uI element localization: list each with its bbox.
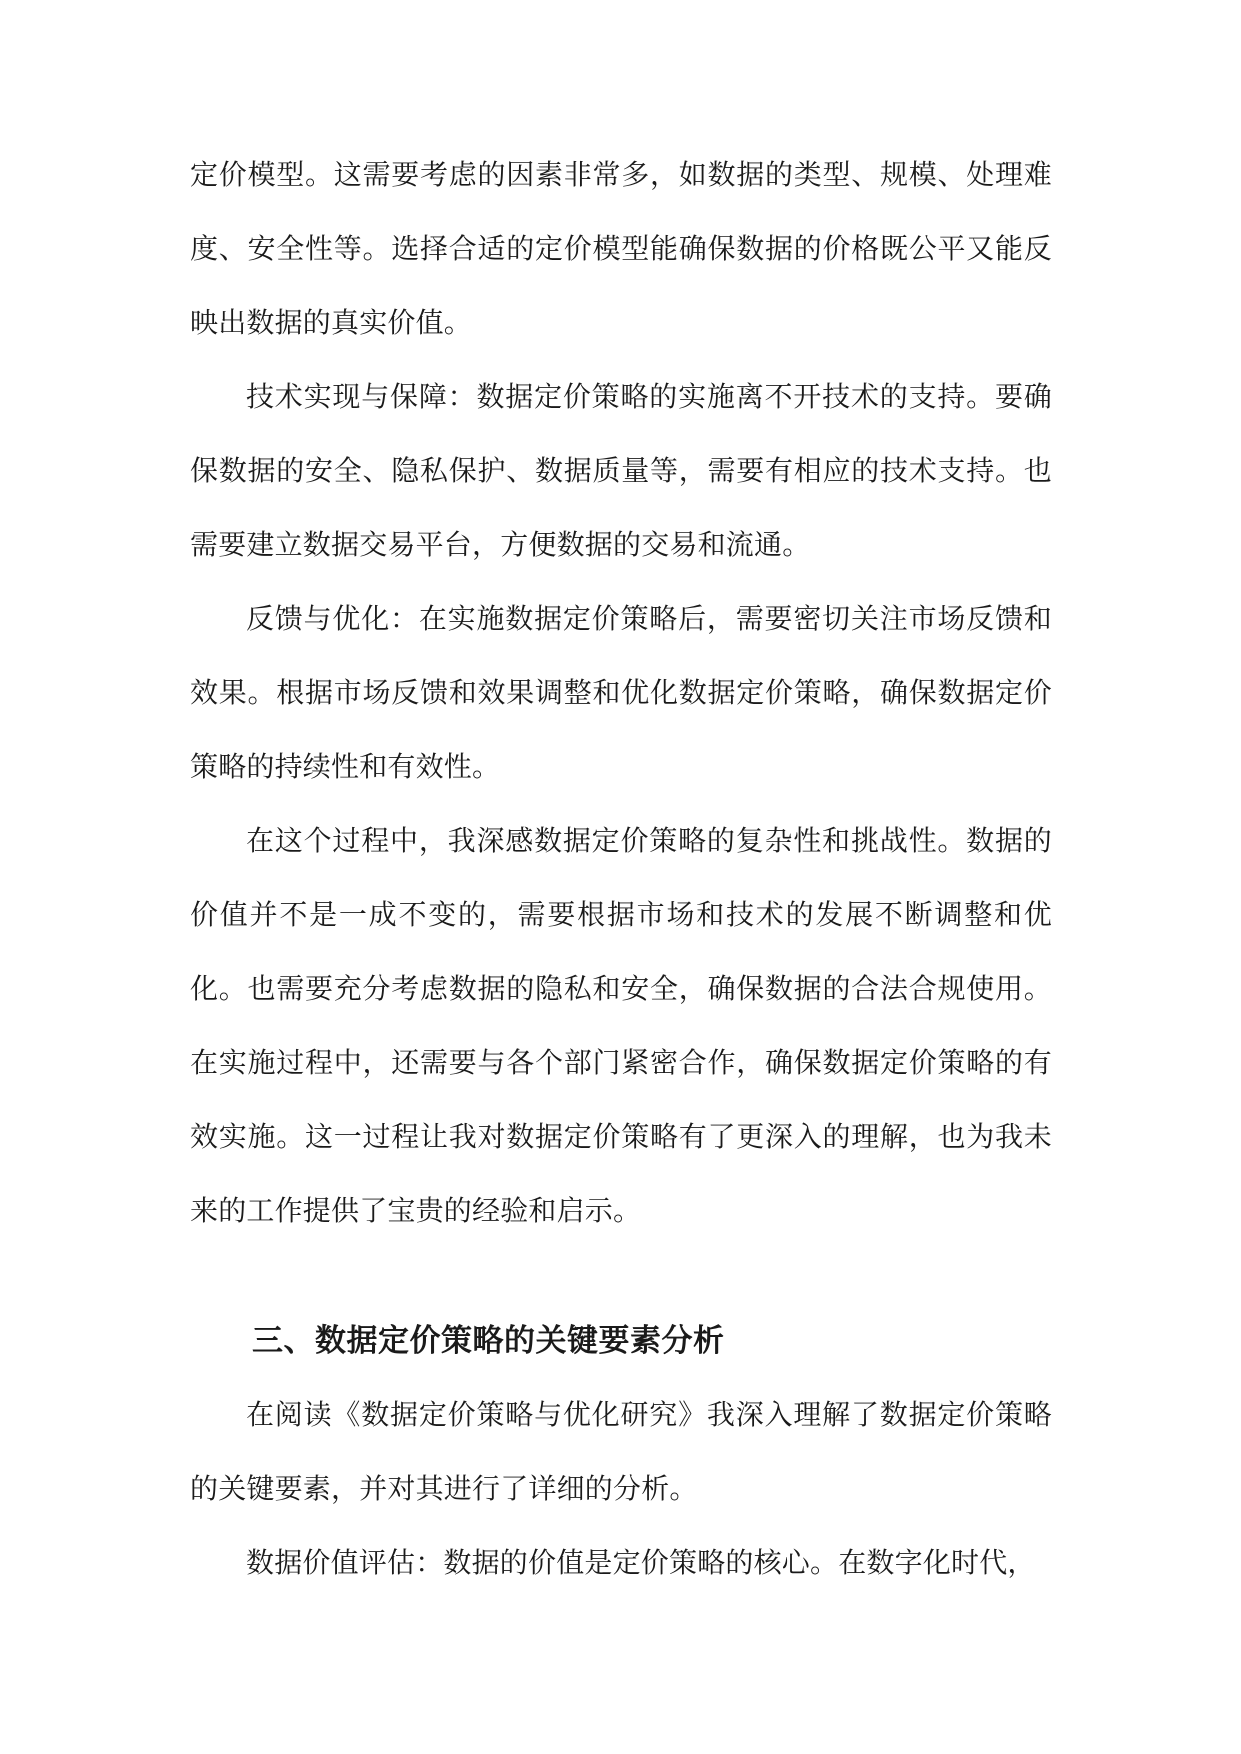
paragraph-feedback-optimization: 反馈与优化：在实施数据定价策略后，需要密切关注市场反馈和效果。根据市场反馈和效果调整和优化数据定价策略，确保数据定价策略的持续性和有效性。: [190, 602, 1052, 783]
paragraph-pricing-model-continuation: 定价模型。这需要考虑的因素非常多，如数据的类型、规模、处理难度、安全性等。选择合适的定价模型能确保数据的价格既公平又能反映出数据的真实价值。: [190, 158, 1052, 339]
document-body: [190, 138, 1052, 1600]
section-heading: 三、数据定价策略的关键要素分析: [252, 1323, 725, 1359]
paragraph-reflection: 在这个过程中，我深感数据定价策略的复杂性和挑战性。数据的价值并不是一成不变的，需要根据市场和技术的发展不断调整和优化。也需要充分考虑数据的隐私和安全，确保数据的合法合规使用。在实施过程中，还需要与各个部门紧密合作，确保数据定价策略的有效实施。这一过程让我对数据定价策略有了更深入的理解，也为我未来的工作提供了宝贵的经验和启示。: [190, 824, 1052, 1227]
paragraph-reading-intro: 在阅读《数据定价策略与优化研究》我深入理解了数据定价策略的关键要素，并对其进行了详细的分析。: [190, 1398, 1052, 1505]
paragraph-technical-implementation: 技术实现与保障：数据定价策略的实施离不开技术的支持。要确保数据的安全、隐私保护、数据质量等，需要有相应的技术支持。也需要建立数据交易平台，方便数据的交易和流通。: [190, 380, 1052, 561]
paragraph-data-value-assessment: 数据价值评估：数据的价值是定价策略的核心。在数字化时代，: [246, 1546, 1036, 1579]
